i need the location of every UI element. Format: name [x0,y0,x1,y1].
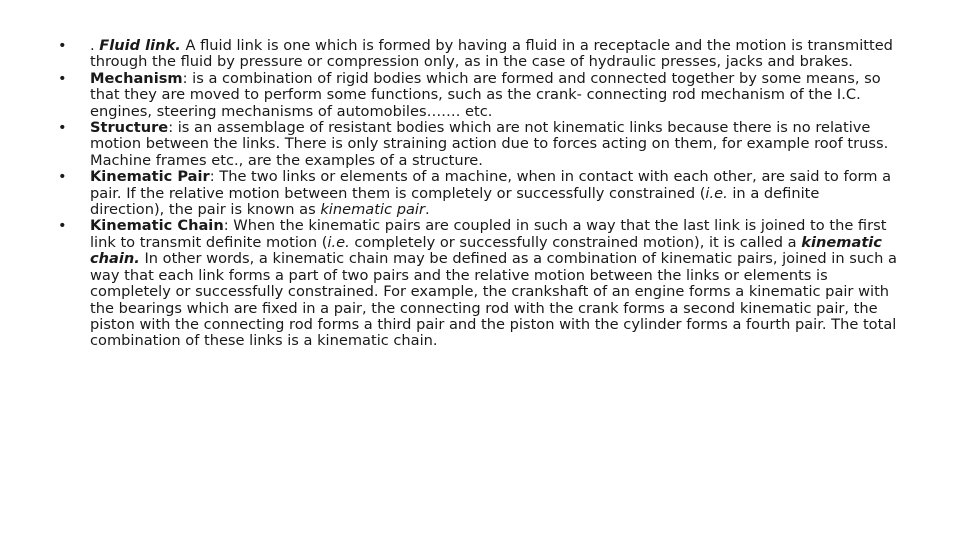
bullet-icon: • [58,168,67,186]
bullet-mechanism [58,71,898,120]
bullet-icon: • [58,217,67,235]
slide-content [58,38,898,498]
bullet-icon: • [58,38,67,54]
bullet-body: : is a combination of rigid bodies which are formed and connected together by some means, so that they are moved to perform some functions, such as the crank- connecting rod mechanism of the I.C. engines, steering mechanisms of automobiles……. etc. [90,69,881,120]
term-structure: Structure [90,119,169,137]
bullet-body: : When the kinematic pairs are coupled in such a way that the last link is joined to the first link to transmit definite motion ( [90,217,887,251]
bullet-list [58,38,898,350]
term-fluid-link: Fluid link. [99,38,181,54]
bullet-body: . [424,201,430,219]
bullet-body: : The two links or elements of a machine, when in contact with each other, are said to form a pair. If the relative motion between them is completely or successfully constrained ( [90,168,892,202]
italic-kinematic-chain: kinematic chain. [90,233,882,268]
bullet-body: in a definite direction), the pair is known as [90,184,820,219]
bullet-prefix: . [90,38,100,54]
bullet-kinematic-chain [58,218,898,349]
bullet-kinematic-pair [58,169,898,218]
italic-kinematic-pair: kinematic pair [320,201,425,219]
italic-ie: i.e. [705,184,728,202]
term-mechanism: Mechanism [90,69,183,87]
term-kinematic-chain: Kinematic Chain [90,217,224,235]
bullet-icon: • [58,119,67,137]
bullet-fluid-link [58,38,898,71]
bullet-icon: • [58,69,67,87]
italic-ie: i.e. [327,233,350,251]
bullet-body: A fluid link is one which is formed by having a fluid in a receptacle and the motion is transmitted through the fluid by pressure or compression only, as in the case of hydraulic presses, jacks and brakes. [90,38,893,71]
term-kinematic-pair: Kinematic Pair [90,168,210,186]
bullet-structure [58,120,898,169]
bullet-body: : is an assemblage of resistant bodies which are not kinematic links because there is no relative motion between the links. There is only straining action due to forces acting on them, for example roof truss. Machine frames etc., are the examples of a structure. [90,119,889,169]
bullet-body: In other words, a kinematic chain may be defined as a combination of kinematic pairs, joined in such a way that each link forms a part of two pairs and the relative motion between the links or elements is completely or successfully constrained. For example, the crankshaft of an engine forms a kinematic pair with the bearings which are fixed in a pair, the connecting rod with the crank forms a second kinematic pair, the piston with the connecting rod forms a third pair and the piston with the cylinder forms a fourth pair. The total combination of these links is a kinematic chain. [90,250,897,350]
bullet-body: completely or successfully constrained motion), it is called a [349,233,802,251]
